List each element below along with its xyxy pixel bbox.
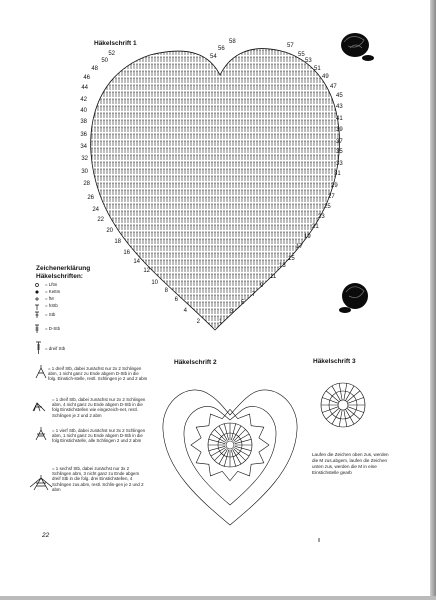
diagram2-title: Häkelschrift 2 [174,359,217,366]
diagram3-title: Häkelschrift 3 [313,358,356,365]
heart-chart [91,50,345,335]
diagram1-title: Häkelschrift 1 [94,40,137,47]
